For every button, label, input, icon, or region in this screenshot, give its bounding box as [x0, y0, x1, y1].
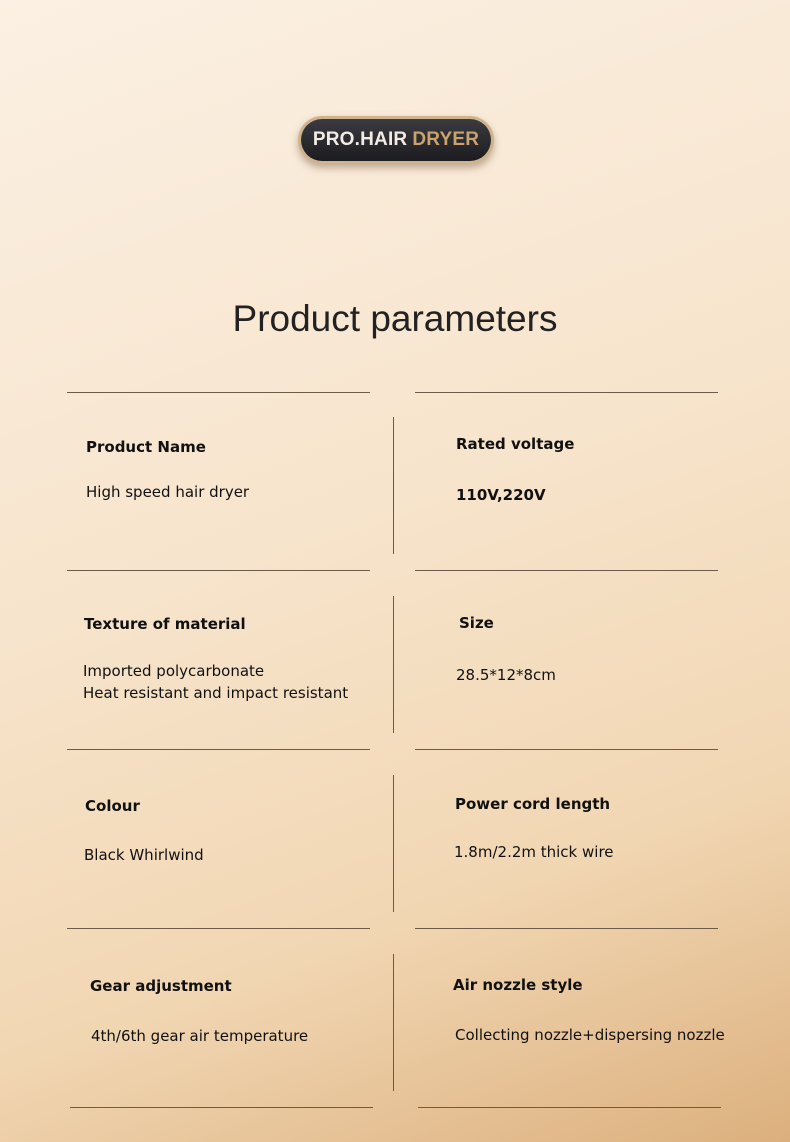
param-label-material: Texture of material [84, 615, 246, 633]
param-value-material-line2: Heat resistant and impact resistant [83, 684, 349, 702]
badge-text-accent: DRYER [412, 129, 480, 150]
divider [418, 1107, 721, 1108]
param-value-colour: Black Whirlwind [84, 846, 204, 864]
param-label-rated-voltage: Rated voltage [456, 435, 575, 453]
param-label-nozzle: Air nozzle style [453, 976, 583, 994]
param-value-gear: 4th/6th gear air temperature [91, 1027, 309, 1045]
badge-body [301, 119, 491, 161]
param-label-power-cord: Power cord length [455, 795, 611, 813]
param-value-power-cord: 1.8m/2.2m thick wire [454, 843, 614, 861]
column-divider [393, 417, 394, 554]
divider [67, 570, 370, 571]
param-value-nozzle: Collecting nozzle+dispersing nozzle [455, 1026, 725, 1044]
param-value-product-name: High speed hair dryer [86, 483, 250, 501]
divider [415, 749, 718, 750]
column-divider [393, 775, 394, 912]
param-label-colour: Colour [85, 797, 140, 815]
param-value-rated-voltage: 110V,220V [456, 486, 546, 504]
param-value-size: 28.5*12*8cm [456, 666, 556, 684]
divider [67, 392, 370, 393]
column-divider [393, 596, 394, 733]
badge-text-primary: PRO.HAIR [312, 129, 408, 150]
divider [67, 928, 370, 929]
param-label-product-name: Product Name [86, 438, 206, 456]
divider [67, 749, 370, 750]
column-divider [393, 954, 394, 1091]
divider [70, 1107, 373, 1108]
param-label-gear: Gear adjustment [90, 977, 232, 995]
divider [415, 570, 718, 571]
divider [415, 392, 718, 393]
param-value-material-line1: Imported polycarbonate [83, 662, 265, 680]
param-label-size: Size [459, 614, 494, 632]
page-title: Product parameters [232, 298, 558, 339]
product-badge [298, 116, 494, 164]
divider [415, 928, 718, 929]
